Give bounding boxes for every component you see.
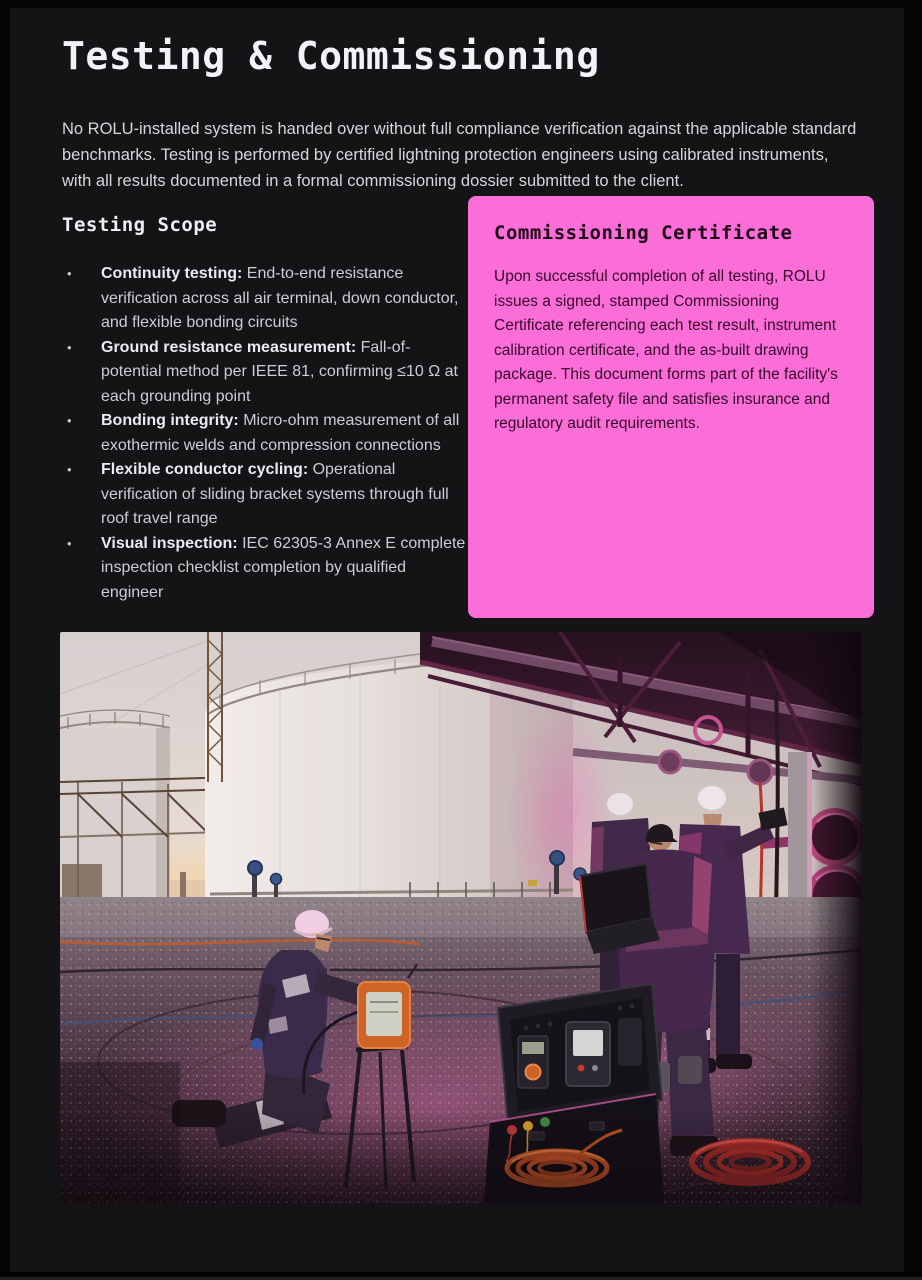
bullet-marker: • (67, 339, 72, 355)
page-title: Testing & Commissioning (62, 34, 600, 78)
list-item (62, 458, 466, 532)
bullet-marker: • (67, 462, 72, 477)
list-item-lead: Bonding integrity: (101, 412, 239, 429)
site-photo-illustration (60, 632, 862, 1203)
list-item (62, 262, 466, 336)
certificate-body: Upon successful completion of all testing, ROLU issues a signed, stamped Commissioning Certificate referencing each test result, instrument calibration certificate, and the as-built drawing package. This document forms part of the facility's permanent safety file and satisfies insurance and regulatory audit requirements. (494, 268, 838, 432)
list-item-text: Operational verification of sliding bracket systems through full roof travel range (101, 461, 449, 527)
list-item-text: IEC 62305-3 Annex E complete inspection checklist completion by qualified engineer (101, 534, 466, 601)
site-photo (60, 632, 862, 1203)
bullet-marker: • (67, 413, 72, 428)
list-item (62, 532, 466, 606)
certificate-heading: Commissioning Certificate (494, 222, 793, 244)
testing-scope-section (62, 214, 466, 605)
commissioning-certificate-card (468, 196, 874, 618)
list-item-lead: Flexible conductor cycling: (101, 461, 309, 478)
list-item (62, 336, 466, 410)
list-item-lead: Visual inspection: (101, 534, 238, 552)
list-item-text: Micro-ohm measurement of all exothermic welds and compression connections (101, 412, 460, 454)
list-item-lead: Ground resistance measurement: (101, 338, 357, 356)
list-item-text: Fall-of-potential method per IEEE 81, confirming ≤10 Ω at each grounding point (101, 338, 458, 405)
testing-scope-heading: Testing Scope (62, 214, 218, 236)
list-item-text: End-to-end resistance verification across all air terminal, down conductor, and flexible bonding circuits (101, 265, 459, 331)
bullet-marker: • (67, 535, 72, 551)
testing-scope-list (62, 262, 466, 605)
intro-paragraph: No ROLU-installed system is handed over without full compliance verification against the applicable standard benchmarks. Testing is performed by certified lightning protection engineers using calibrated instruments, with all results documented in a formal commissioning dossier submitted to the client. (62, 120, 857, 190)
list-item-lead: Continuity testing: (101, 265, 243, 282)
list-item (62, 409, 466, 458)
bullet-marker: • (67, 266, 72, 281)
document-page (10, 8, 904, 1272)
